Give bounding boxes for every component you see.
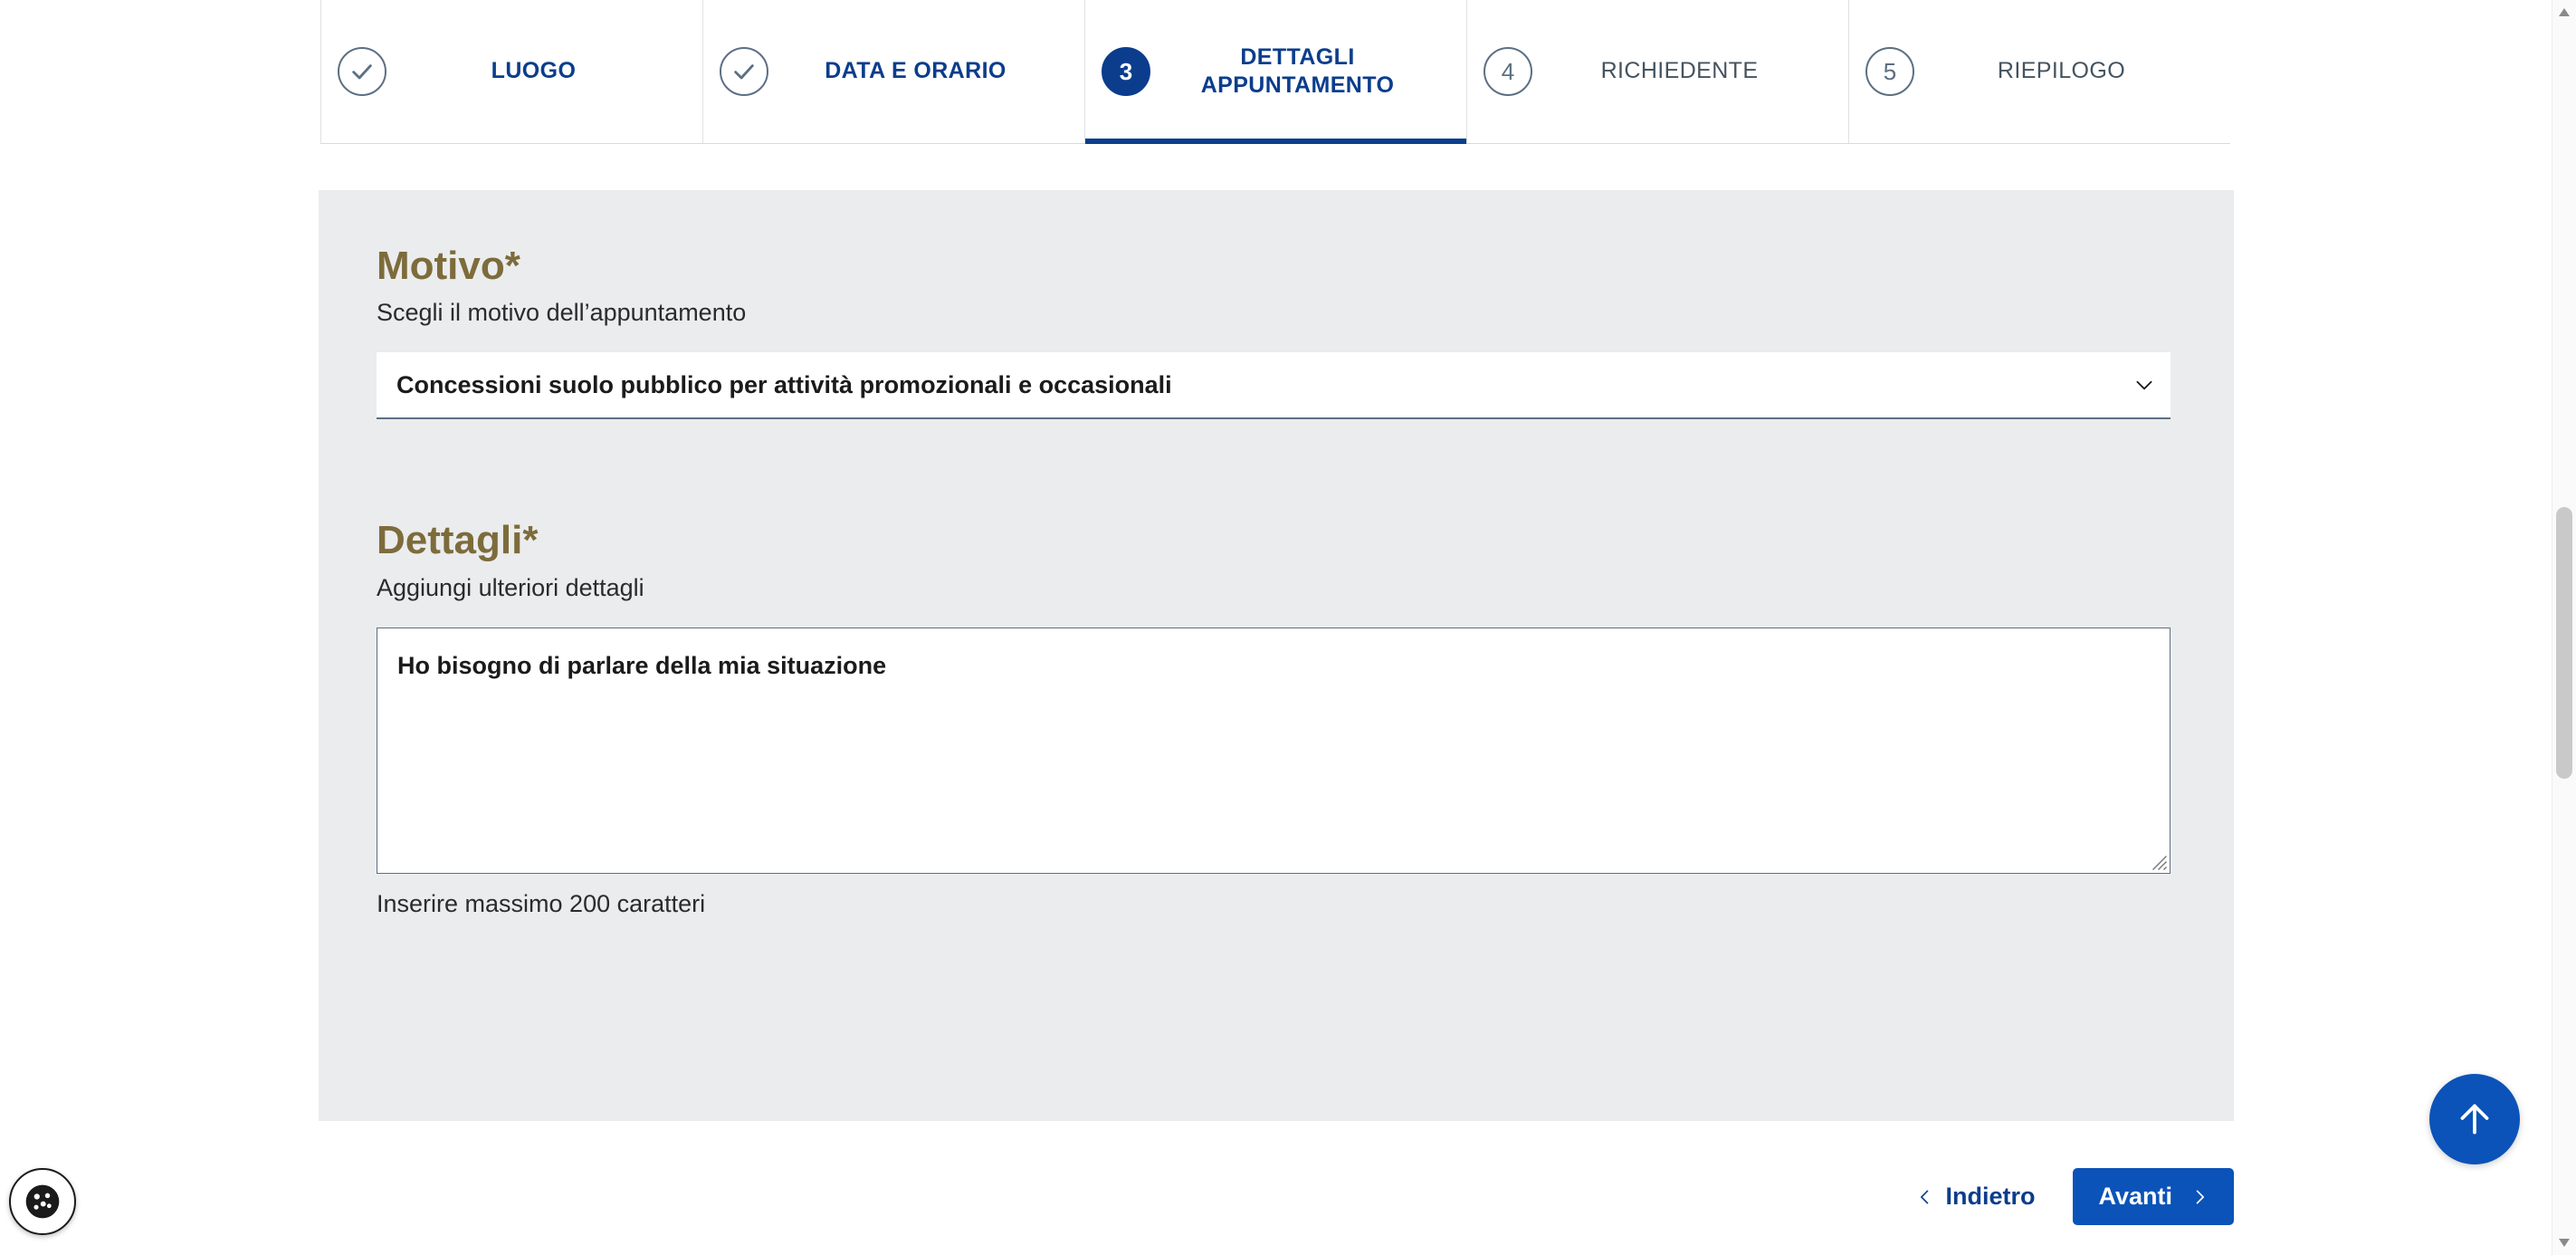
step-label-riepilogo: RIEPILOGO [1997, 58, 2126, 84]
cookie-preferences-button[interactable] [9, 1168, 76, 1235]
scroll-to-top-button[interactable] [2429, 1074, 2520, 1164]
chevron-right-icon [2190, 1187, 2209, 1207]
dettagli-title: Dettagli* [377, 518, 539, 563]
section-spacer [377, 419, 2176, 519]
step-marker-riepilogo: 5 [1865, 47, 1914, 96]
next-button-label: Avanti [2098, 1183, 2172, 1210]
motivo-selected-value: Concessioni suolo pubblico per attività promozionali e occasionali [396, 370, 1172, 398]
motivo-select[interactable] [377, 352, 2171, 419]
chevron-left-icon [1916, 1187, 1934, 1207]
dettagli-textarea-value: Ho bisogno di parlare della mia situazione [397, 651, 887, 679]
step-label-data-e-orario: DATA E ORARIO [825, 58, 1007, 84]
step-marker-richiedente: 4 [1484, 47, 1532, 96]
step-marker-data-e-orario [720, 47, 768, 96]
cookie-icon [23, 1182, 62, 1221]
appointment-details-card [319, 190, 2234, 1121]
check-icon [731, 59, 757, 84]
step-label-dettagli-appuntamento: DETTAGLI APPUNTAMENTO [1200, 43, 1395, 98]
step-label-richiedente: RICHIEDENTE [1600, 58, 1759, 84]
back-button-label: Indietro [1945, 1183, 2036, 1210]
check-icon [349, 59, 375, 84]
step-luogo[interactable] [320, 0, 702, 143]
step-marker-luogo [338, 47, 386, 96]
wizard-actions [1911, 1168, 2234, 1225]
dettagli-char-hint: Inserire massimo 200 caratteri [377, 889, 706, 917]
step-dettagli-appuntamento[interactable] [1084, 0, 1466, 143]
scroll-down-arrow-icon[interactable] [2557, 1235, 2571, 1250]
motivo-title: Motivo* [377, 244, 520, 288]
chevron-down-icon [2132, 373, 2156, 397]
scroll-up-arrow-icon[interactable] [2557, 5, 2571, 20]
step-riepilogo[interactable] [1848, 0, 2230, 143]
wizard-stepper [320, 0, 2230, 144]
step-richiedente[interactable] [1466, 0, 1848, 143]
page-scrollbar[interactable] [2552, 0, 2576, 1255]
step-marker-dettagli-appuntamento: 3 [1102, 47, 1150, 96]
step-data-e-orario[interactable] [702, 0, 1084, 143]
scrollbar-thumb[interactable] [2556, 507, 2572, 779]
resize-handle-icon[interactable] [2151, 855, 2168, 871]
back-button[interactable] [1911, 1182, 2040, 1212]
dettagli-textarea[interactable] [377, 628, 2171, 874]
step-label-luogo: LUOGO [491, 58, 577, 84]
motivo-help-text: Scegli il motivo dell’appuntamento [377, 299, 747, 327]
dettagli-help-text: Aggiungi ulteriori dettagli [377, 573, 644, 601]
next-button[interactable] [2073, 1168, 2234, 1225]
arrow-up-icon [2452, 1097, 2497, 1142]
